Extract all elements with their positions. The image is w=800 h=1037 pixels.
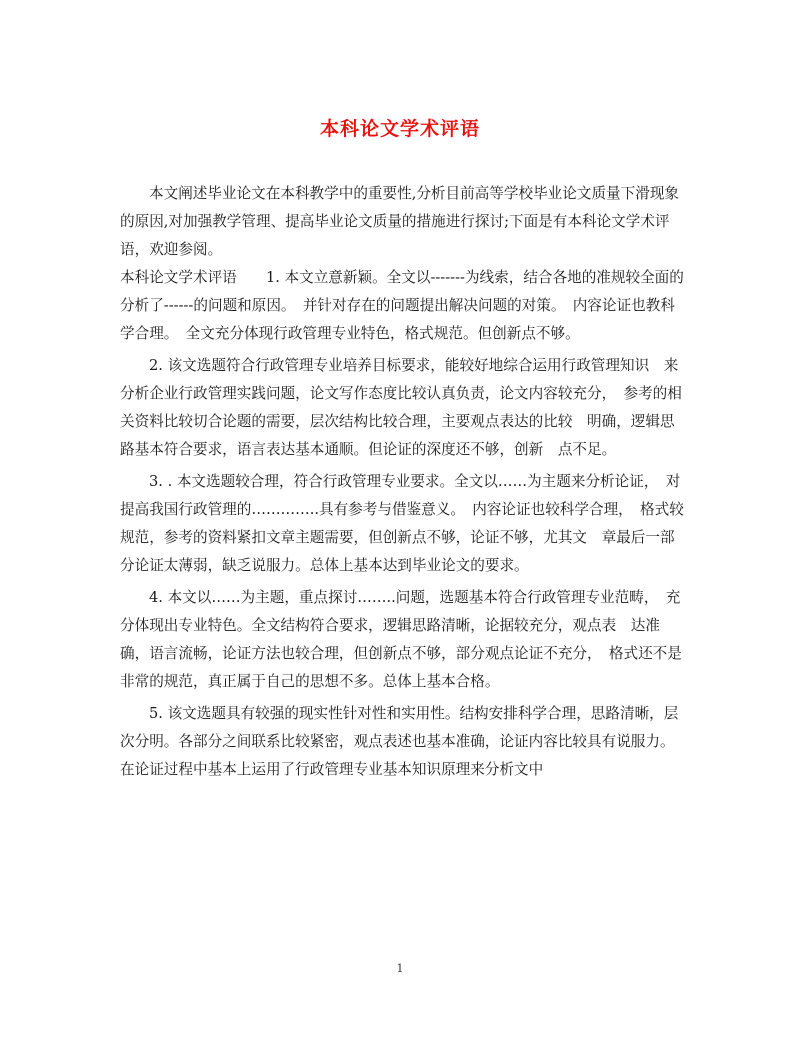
intro-paragraph: 本文阐述毕业论文在本科教学中的重要性,分析目前高等学校毕业论文质量下滑现象的原因,对加强教学管理、提高毕业论文质量的措施进行探讨;下面是有本科论文学术评语，欢迎参阅。 [120,185,680,258]
document-body [120,180,686,784]
comment-paragraph-5: 5. 该文选题具有较强的现实性针对性和实用性。结构安排科学合理，思路清晰，层次分明。各部分之间联系比较紧密，观点表述也基本准确，论证内容比较具有说服力。 在论证过程中基本上运用了行政管理专业基本知识原理来分析文中 [120,705,682,778]
document-title: 本科论文学术评语 [319,118,480,140]
comment-paragraph-3: 3. . 本文选题较合理，符合行政管理专业要求。全文以……为主题来分析论证， 对提高我国行政管理的…………..具有参考与借鉴意义。 内容论证也较科学合理， 格式较规范，参考的资料紧扣文章主题需要，但创新点不够，论证不够，尤其文 章最后一部分论证太薄弱，缺乏说服力。总体上基本达到毕业论文的要求。 [120,473,684,574]
section-paragraph-1: 本科论文学术评语 1. 本文立意新颖。全文以-------为线索，结合各地的准规较全面的分析了------的问题和原因。 并针对存在的问题提出解决问题的对策。 内容论证也教科学合理。 全文充分体现行政管理专业特色，格式规范。但创新点不够。 [120,269,684,342]
comment-paragraph-2: 2. 该文选题符合行政管理专业培养目标要求，能较好地综合运用行政管理知识 来分析企业行政管理实践问题，论文写作态度比较认真负责，论文内容较充分， 参考的相关资料比较切合论题的需要，层次结构比较合理，主要观点表达的比较 明确，逻辑思路基本符合要求，语言表达基本通顺。但论证的深度还不够，创新 点不足。 [120,357,682,458]
page-number: 1 [396,962,404,975]
comment-paragraph-4: 4. 本文以……为主题，重点探讨……..问题，选题基本符合行政管理专业范畴， 充分体现出专业特色。全文结构符合要求，逻辑思路清晰，论据较充分，观点表 达准确，语言流畅，论证方法也较合理，但创新点不够，部分观点论证不充分， 格式还不是非常的规范，真正属于自己的思想不多。总体上基本合格。 [120,589,682,690]
